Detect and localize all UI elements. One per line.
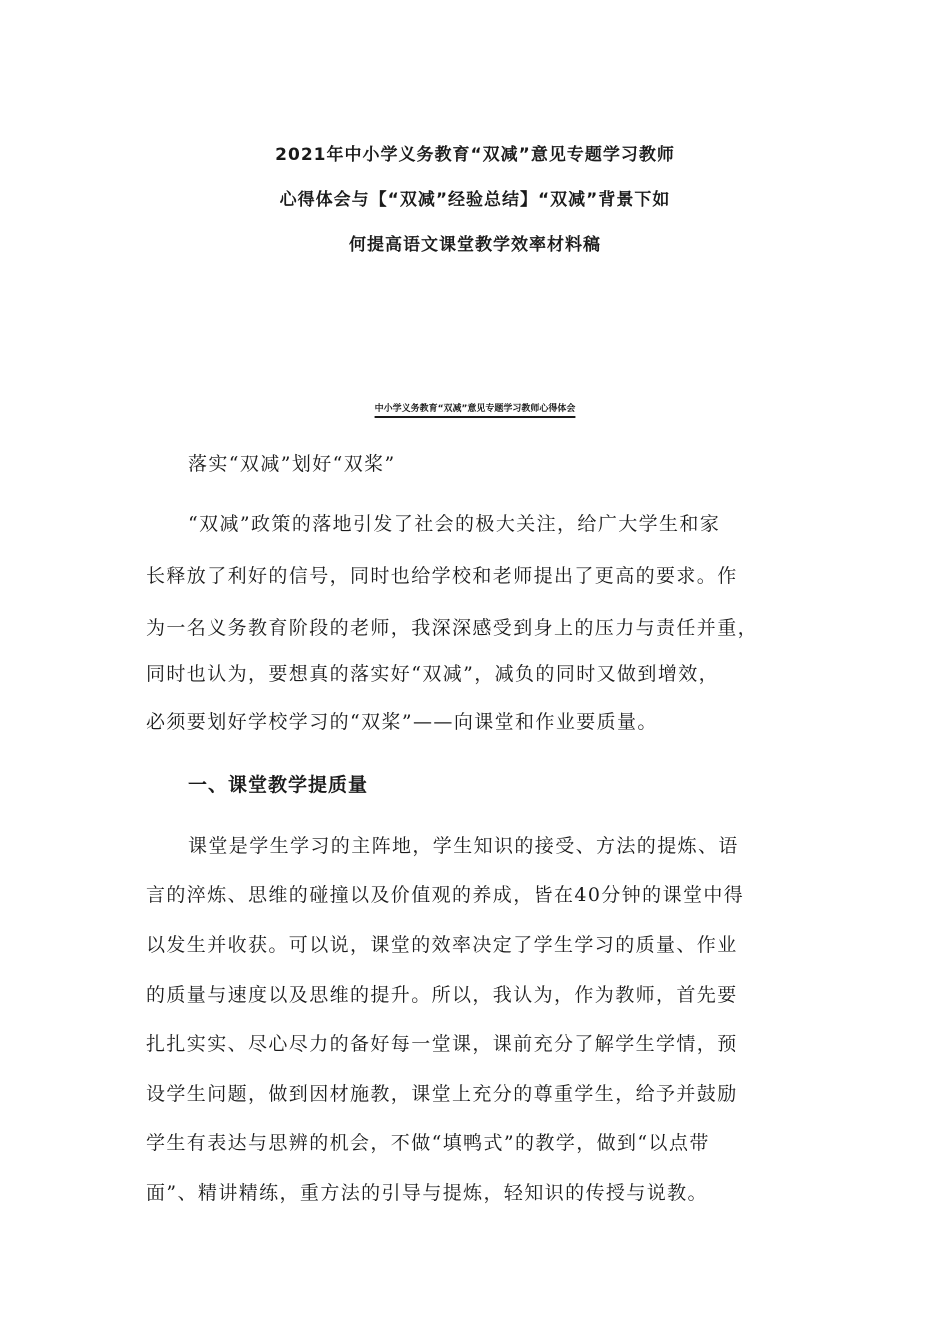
paragraph-2-line: 以发生并收获。可以说，课堂的效率决定了学生学习的质量、作业 [146, 934, 738, 956]
document-title-line-1: 2021年中小学义务教育“双减”意见专题学习教师 [275, 145, 675, 165]
paragraph-2-line: 面”、精讲精练，重方法的引导与提炼，轻知识的传授与说教。 [146, 1182, 708, 1204]
paragraph-1-line: “双减”政策的落地引发了社会的极大关注，给广大学生和家 [188, 513, 721, 535]
paragraph-1-line: 长释放了利好的信号，同时也给学校和老师提出了更高的要求。作 [146, 565, 738, 587]
paragraph-1-line: 同时也认为，要想真的落实好“双减”，减负的同时又做到增效， [146, 663, 720, 685]
paragraph-2-line: 学生有表达与思辨的机会，不做“填鸭式”的教学，做到“以点带 [146, 1132, 710, 1154]
paragraph-2-line: 设学生问题，做到因材施教，课堂上充分的尊重学生，给予并鼓励 [146, 1083, 738, 1105]
section-title [0, 393, 950, 425]
paragraph-2-line: 扎扎实实、尽心尽力的备好每一堂课，课前充分了解学生学情，预 [146, 1033, 738, 1055]
document-title-line-3: 何提高语文课堂教学效率材料稿 [349, 235, 601, 255]
paragraph-2-line: 课堂是学生学习的主阵地，学生知识的接受、方法的提炼、语 [188, 835, 739, 857]
heading-1: 一、课堂教学提质量 [188, 774, 369, 796]
paragraph-1-line: 必须要划好学校学习的“双桨”——向课堂和作业要质量。 [146, 711, 658, 733]
section-title-text: 中小学义务教育“双减”意见专题学习教师心得体会 [374, 404, 576, 414]
paragraph-2-line: 言的淬炼、思维的碰撞以及价值观的养成，皆在40分钟的课堂中得 [146, 884, 745, 906]
subtitle: 落实“双减”划好“双桨” [188, 453, 396, 475]
paragraph-2-line: 的质量与速度以及思维的提升。所以，我认为，作为教师，首先要 [146, 984, 738, 1006]
document-title-line-2: 心得体会与【“双减”经验总结】“双减”背景下如 [279, 190, 671, 210]
paragraph-1-line: 为一名义务教育阶段的老师，我深深感受到身上的压力与责任并重， [146, 617, 759, 639]
